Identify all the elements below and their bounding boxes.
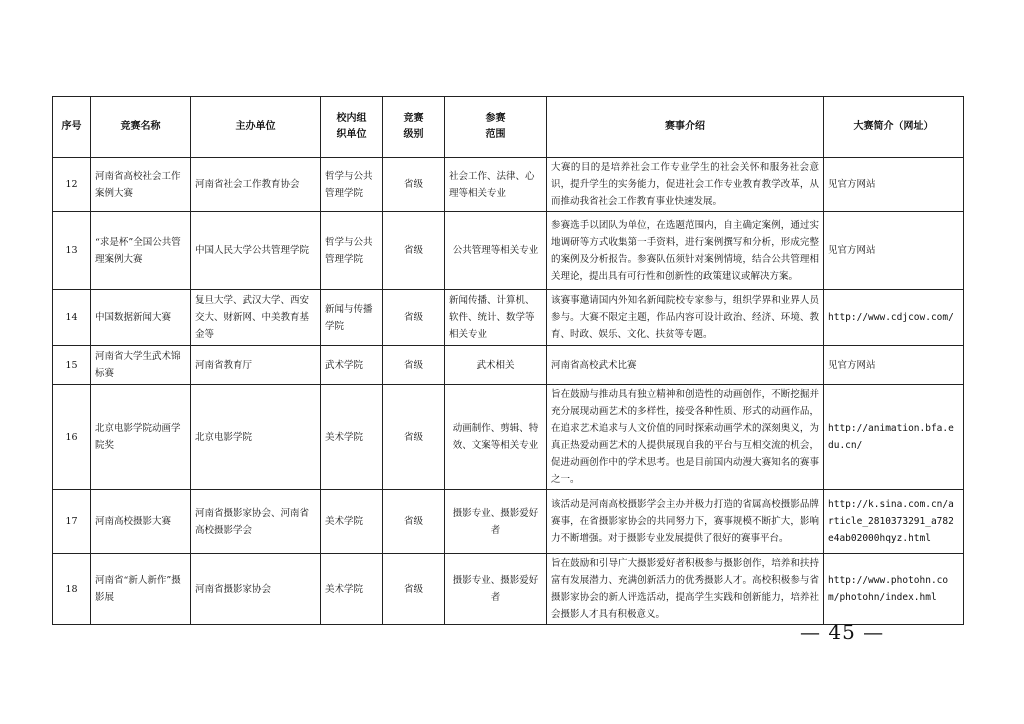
contest-table <box>52 96 964 625</box>
cell-intro: 旨在鼓励与推动具有独立精神和创造性的动画创作，不断挖掘并充分展现动画艺术的多样性，接受各种性质、形式的动画作品，在追求艺术追求与人文价值的同时探索动画学术的深刻奥义，为真正热爱动画艺术的人提供展现自我的平台与互相交流的机会，促进动画创作中的学术思考。也是目前国内动漫大赛知名的赛事之一。 <box>547 385 824 490</box>
cell-org: 美术学院 <box>321 385 383 490</box>
cell-site: 见官方网站 <box>824 158 964 212</box>
cell-level: 省级 <box>383 346 445 385</box>
cell-host: 北京电影学院 <box>191 385 321 490</box>
header-site: 大赛简介（网址） <box>824 97 964 158</box>
cell-site: 见官方网站 <box>824 346 964 385</box>
cell-host: 河南省教育厅 <box>191 346 321 385</box>
cell-scope: 摄影专业、摄影爱好者 <box>445 554 547 625</box>
cell-site: http://www.cdjcow.com/ <box>824 290 964 346</box>
table-row <box>53 554 964 625</box>
cell-site: http://animation.bfa.edu.cn/ <box>824 385 964 490</box>
cell-host: 河南省摄影家协会、河南省高校摄影学会 <box>191 490 321 554</box>
cell-org: 新闻与传播学院 <box>321 290 383 346</box>
cell-name: 河南高校摄影大赛 <box>91 490 191 554</box>
cell-level: 省级 <box>383 158 445 212</box>
cell-intro: 旨在鼓励和引导广大摄影爱好者积极参与摄影创作，培养和扶持富有发展潜力、充满创新活力的优秀摄影人才。高校积极参与省摄影家协会的新人评选活动，提高学生实践和创新能力，培养社会摄影人才具有积极意义。 <box>547 554 824 625</box>
cell-name: 北京电影学院动画学院奖 <box>91 385 191 490</box>
header-host: 主办单位 <box>191 97 321 158</box>
cell-level: 省级 <box>383 212 445 290</box>
cell-scope: 公共管理等相关专业 <box>445 212 547 290</box>
cell-intro: 河南省高校武术比赛 <box>547 346 824 385</box>
cell-name: 河南省大学生武术锦标赛 <box>91 346 191 385</box>
cell-level: 省级 <box>383 385 445 490</box>
cell-org: 美术学院 <box>321 490 383 554</box>
cell-org: 哲学与公共管理学院 <box>321 158 383 212</box>
cell-no: 17 <box>53 490 91 554</box>
table-row <box>53 212 964 290</box>
cell-site: http://k.sina.com.cn/article_2810373291_a782e4ab02000hqyz.html <box>824 490 964 554</box>
header-no: 序号 <box>53 97 91 158</box>
cell-host: 中国人民大学公共管理学院 <box>191 212 321 290</box>
cell-site: 见官方网站 <box>824 212 964 290</box>
cell-intro: 该活动是河南高校摄影学会主办并极力打造的省属高校摄影品牌赛事，在省摄影家协会的共同努力下，赛事规模不断扩大，影响力不断增强。对于摄影专业发展提供了很好的赛事平台。 <box>547 490 824 554</box>
cell-level: 省级 <box>383 290 445 346</box>
cell-scope: 摄影专业、摄影爱好者 <box>445 490 547 554</box>
cell-org: 武术学院 <box>321 346 383 385</box>
header-intro: 赛事介绍 <box>547 97 824 158</box>
header-org: 校内组 织单位 <box>321 97 383 158</box>
table-row <box>53 158 964 212</box>
table-row <box>53 490 964 554</box>
table-row <box>53 346 964 385</box>
cell-host: 河南省社会工作教育协会 <box>191 158 321 212</box>
page-number: — 45 — <box>800 620 885 644</box>
header-scope: 参赛 范围 <box>445 97 547 158</box>
cell-org: 美术学院 <box>321 554 383 625</box>
cell-host: 河南省摄影家协会 <box>191 554 321 625</box>
cell-name: “求是杯”全国公共管理案例大赛 <box>91 212 191 290</box>
cell-no: 12 <box>53 158 91 212</box>
cell-scope: 武术相关 <box>445 346 547 385</box>
cell-no: 16 <box>53 385 91 490</box>
header-level: 竞赛 级别 <box>383 97 445 158</box>
table-row <box>53 290 964 346</box>
cell-name: 河南省高校社会工作案例大赛 <box>91 158 191 212</box>
cell-name: 河南省“新人新作”摄影展 <box>91 554 191 625</box>
header-name: 竞赛名称 <box>91 97 191 158</box>
cell-host: 复旦大学、武汉大学、西安交大、财新网、中美教育基金等 <box>191 290 321 346</box>
cell-site: http://www.photohn.com/photohn/index.hml <box>824 554 964 625</box>
cell-no: 14 <box>53 290 91 346</box>
cell-intro: 参赛选手以团队为单位，在选题范围内，自主确定案例，通过实地调研等方式收集第一手资料，进行案例撰写和分析，形成完整的案例及分析报告。参赛队伍须针对案例情境，结合公共管理相关理论，提出具有可行性和创新性的政策建议或解决方案。 <box>547 212 824 290</box>
cell-level: 省级 <box>383 490 445 554</box>
cell-no: 18 <box>53 554 91 625</box>
cell-no: 13 <box>53 212 91 290</box>
table-header-row <box>53 97 964 158</box>
table-row <box>53 385 964 490</box>
cell-scope: 新闻传播、计算机、软件、统计、数学等相关专业 <box>445 290 547 346</box>
cell-scope: 动画制作、剪辑、特效、文案等相关专业 <box>445 385 547 490</box>
cell-level: 省级 <box>383 554 445 625</box>
cell-org: 哲学与公共管理学院 <box>321 212 383 290</box>
cell-intro: 该赛事邀请国内外知名新闻院校专家参与，组织学界和业界人员参与。大赛不限定主题，作品内容可设计政治、经济、环境、教育、时政、娱乐、文化、扶贫等专题。 <box>547 290 824 346</box>
cell-name: 中国数据新闻大赛 <box>91 290 191 346</box>
cell-no: 15 <box>53 346 91 385</box>
cell-intro: 大赛的目的是培养社会工作专业学生的社会关怀和服务社会意识，提升学生的实务能力，促进社会工作专业教育教学改革，从而推动我省社会工作教育事业快速发展。 <box>547 158 824 212</box>
cell-scope: 社会工作、法律、心理等相关专业 <box>445 158 547 212</box>
